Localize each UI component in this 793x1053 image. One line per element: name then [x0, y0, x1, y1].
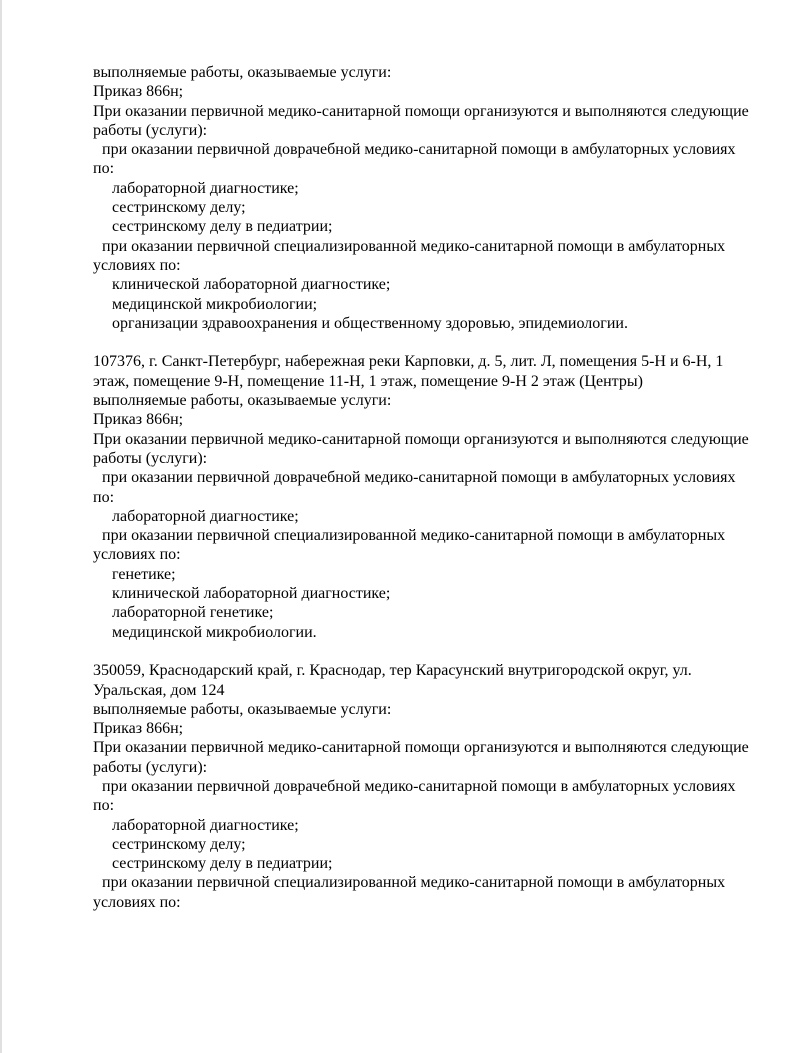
document-text-line: медицинской микробиологии;: [112, 295, 318, 313]
document-text-line: условиях по:: [93, 546, 181, 564]
license-section-services-list-continued: [93, 63, 753, 333]
document-text-line: сестринскому делу;: [112, 835, 246, 853]
document-text-line: клинической лабораторной диагностике;: [112, 585, 391, 603]
document-text-line: лабораторной диагностике;: [112, 179, 299, 197]
document-text-line: выполняемые работы, оказываемые услуги:: [93, 64, 392, 81]
document-text-line: условиях по:: [93, 893, 181, 911]
license-section-address-krasnodar-uralskaya: [93, 661, 753, 912]
document-text-line: лабораторной диагностике;: [112, 507, 299, 525]
document-text-line: медицинской микробиологии.: [112, 623, 317, 641]
document-text-line: Приказ 866н;: [93, 83, 184, 101]
document-text-line: этаж, помещение 9-Н, помещение 11-Н, 1 этаж, помещение 9-Н 2 этаж (Центры): [93, 372, 643, 390]
document-text-line: при оказании первичной специализированной медико-санитарной помощи в амбулаторных: [102, 874, 726, 892]
document-text-line: Приказ 866н;: [93, 720, 184, 738]
document-text-line: работы (услуги):: [93, 449, 208, 467]
document-text-line: при оказании первичной специализированной медико-санитарной помощи в амбулаторных: [102, 527, 726, 545]
document-text-line: организации здравоохранения и общественному здоровью, эпидемиологии.: [112, 314, 628, 332]
document-text-line: Приказ 866н;: [93, 411, 184, 429]
document-text-line: при оказании первичной доврачебной медико-санитарной помощи в амбулаторных условиях: [102, 777, 736, 795]
document-text-line: При оказании первичной медико-санитарной помощи организуются и выполняются следующие: [93, 102, 749, 120]
document-text-line: клинической лабораторной диагностике;: [112, 276, 391, 294]
document-text-line: при оказании первичной специализированной медико-санитарной помощи в амбулаторных: [102, 237, 726, 255]
document-text-line: 107376, г. Санкт-Петербург, набережная реки Карповки, д. 5, лит. Л, помещения 5-Н и 6-Н, 1: [93, 353, 724, 371]
document-text-line: при оказании первичной доврачебной медико-санитарной помощи в амбулаторных условиях: [102, 141, 736, 159]
license-section-address-spb-karpovki: [93, 352, 753, 641]
document-text-line: условиях по:: [93, 256, 181, 274]
document-text-line: лабораторной диагностике;: [112, 816, 299, 834]
document-text-line: при оказании первичной доврачебной медико-санитарной помощи в амбулаторных условиях: [102, 469, 736, 487]
document-text-line: 350059, Краснодарский край, г. Краснодар, тер Карасунский внутригородской округ, ул.: [93, 662, 692, 680]
document-text-line: работы (услуги):: [93, 758, 208, 776]
document-text-line: по:: [93, 488, 115, 506]
document-text-line: При оказании первичной медико-санитарной помощи организуются и выполняются следующие: [93, 430, 749, 448]
page-edge-line: [0, 0, 2, 1053]
document-text-line: выполняемые работы, оказываемые услуги:: [93, 392, 392, 410]
document-text-line: Уральская, дом 124: [93, 681, 225, 699]
document-text-line: лабораторной генетике;: [112, 604, 274, 622]
document-text-line: При оказании первичной медико-санитарной помощи организуются и выполняются следующие: [93, 739, 749, 757]
document-text-line: генетике;: [112, 565, 176, 583]
document-text-line: сестринскому делу в педиатрии;: [112, 855, 333, 873]
document-text-line: по:: [93, 797, 115, 815]
document-text-line: выполняемые работы, оказываемые услуги:: [93, 700, 392, 718]
document-text-line: по:: [93, 160, 115, 178]
document-text-line: работы (услуги):: [93, 121, 208, 139]
document-text-line: сестринскому делу в педиатрии;: [112, 218, 333, 236]
document-text-line: сестринскому делу;: [112, 199, 246, 217]
